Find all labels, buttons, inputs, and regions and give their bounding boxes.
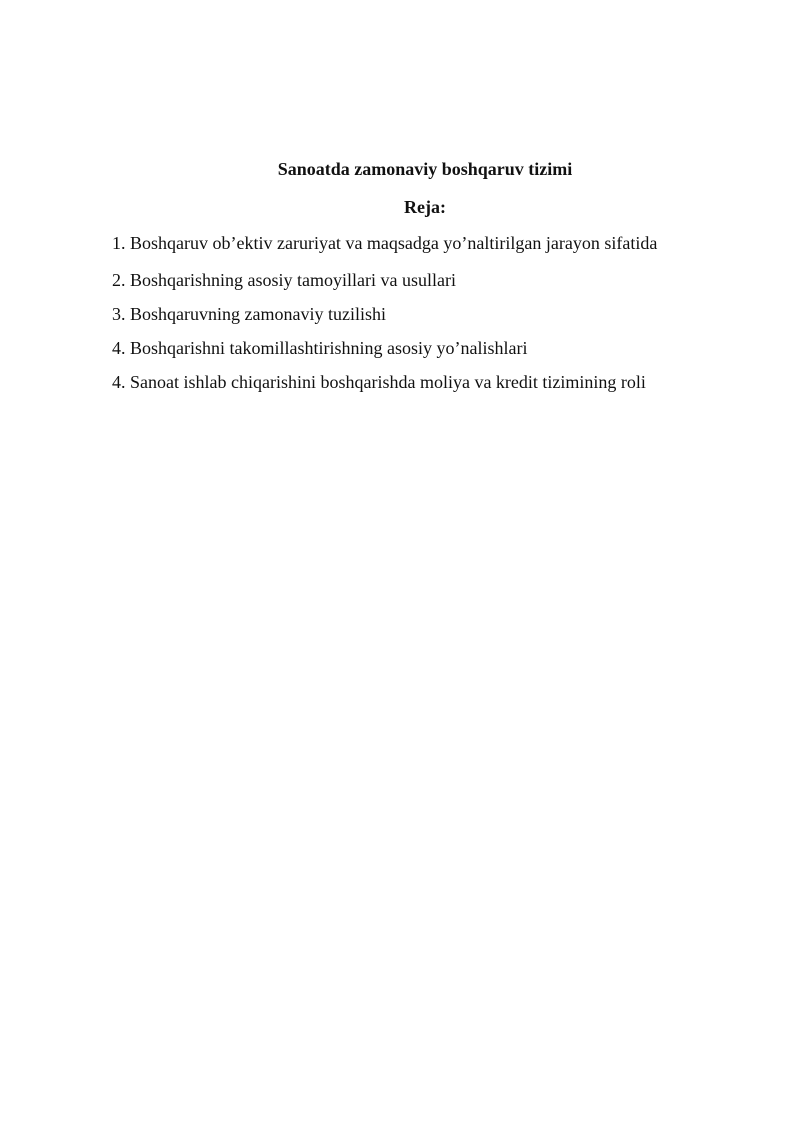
plan-item: 4. Sanoat ishlab chiqarishini boshqarishda moliya va kredit tizimining roli [112,372,646,392]
plan-heading: Reja: [404,197,446,217]
plan-item: 3. Boshqaruvning zamonaviy tuzilishi [112,304,386,324]
plan-list [112,230,752,403]
plan-item: 2. Boshqarishning asosiy tamoyillari va usullari [112,270,456,290]
plan-item: 4. Boshqarishni takomillashtirishning asosiy yo’nalishlari [112,338,528,358]
document-title: Sanoatda zamonaviy boshqaruv tizimi [277,159,573,179]
plan-item: 1. Boshqaruv ob’ektiv zaruriyat va maqsadga yo’naltirilgan jarayon sifatida [112,233,658,253]
